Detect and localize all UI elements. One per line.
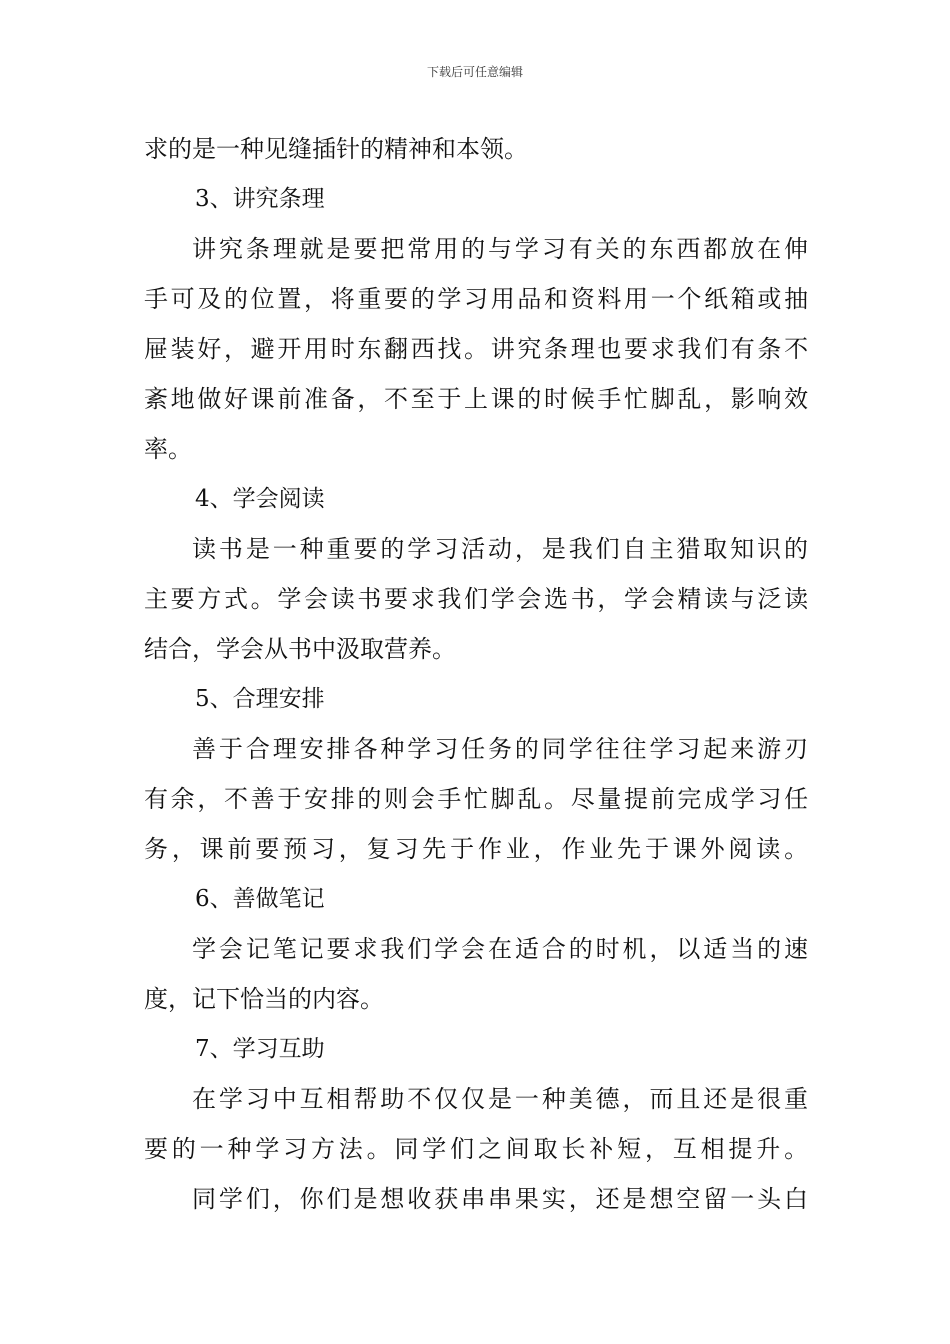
text-line-1: 求的是一种见缝插针的精神和本领。 (144, 135, 528, 163)
paragraph-first-line: 同学们，你们是想收获串串果实，还是想空留一头白 (192, 1185, 811, 1213)
document-body (144, 124, 812, 1224)
text-line: 屉装好，避开用时东翻西找。讲究条理也要求我们有条不 (144, 335, 811, 363)
text-line: 有余，不善于安排的则会手忙脚乱。尽量提前完成学习任 (144, 785, 811, 813)
paragraph-first-line: 善于合理安排各种学习任务的同学往往学习起来游刃 (192, 735, 811, 763)
section-heading-3: 3、讲究条理 (195, 186, 325, 212)
section-heading-6: 6、善做笔记 (195, 886, 325, 912)
page-header: 下载后可任意编辑 (426, 65, 523, 79)
paragraph-first-line: 在学习中互相帮助不仅仅是一种美德，而且还是很重 (192, 1085, 811, 1113)
paragraph-first-line: 读书是一种重要的学习活动，是我们自主猎取知识的 (192, 535, 811, 563)
text-line: 率。 (144, 435, 192, 463)
text-line: 要的一种学习方法。同学们之间取长补短，互相提升。 (144, 1135, 812, 1163)
text-line: 务，课前要预习，复习先于作业，作业先于课外阅读。 (144, 835, 812, 863)
section-heading-4: 4、学会阅读 (195, 486, 325, 512)
paragraph-first-line: 讲究条理就是要把常用的与学习有关的东西都放在伸 (192, 235, 811, 263)
text-line: 紊地做好课前准备，不至于上课的时候手忙脚乱，影响效 (144, 385, 811, 413)
section-heading-7: 7、学习互助 (195, 1036, 325, 1062)
text-line: 度，记下恰当的内容。 (144, 985, 384, 1013)
paragraph-first-line: 学会记笔记要求我们学会在适合的时机，以适当的速 (192, 935, 811, 963)
text-line: 结合，学会从书中汲取营养。 (144, 635, 456, 663)
section-heading-5: 5、合理安排 (195, 686, 325, 712)
text-line: 主要方式。学会读书要求我们学会选书，学会精读与泛读 (144, 585, 811, 613)
text-line: 手可及的位置，将重要的学习用品和资料用一个纸箱或抽 (144, 285, 811, 313)
